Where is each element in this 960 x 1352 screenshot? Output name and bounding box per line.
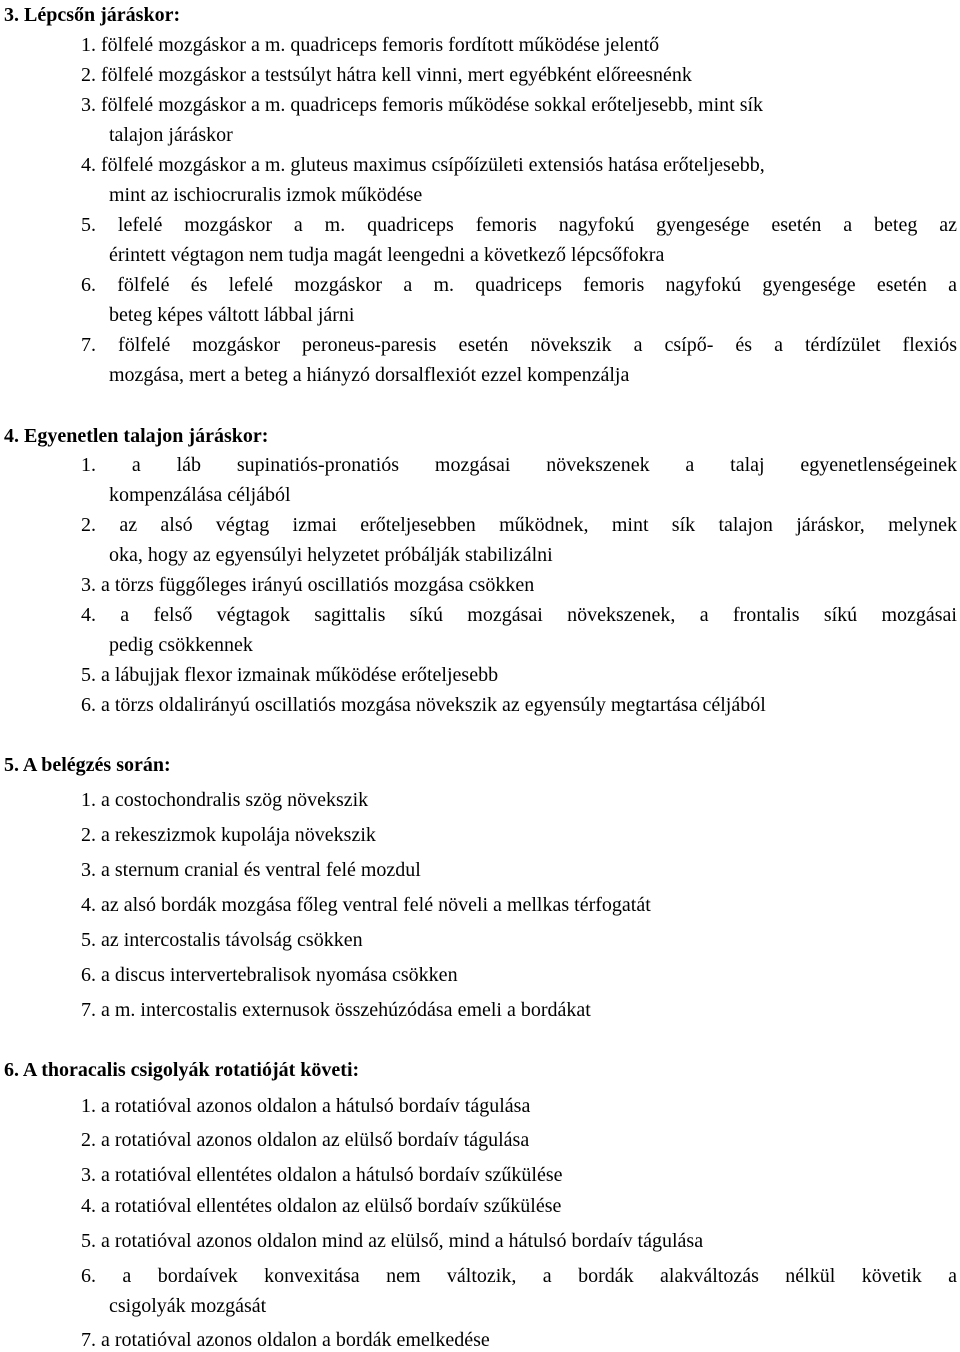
list-item: 4. a felső végtagok sagittalis síkú mozgásai növekszenek, a frontalis síkú mozgásai xyxy=(81,604,957,626)
list-item: 4. fölfelé mozgáskor a m. gluteus maximus csípőízületi extensiós hatása erőteljesebb, xyxy=(81,154,765,176)
list-item: 1. a costochondralis szög növekszik xyxy=(81,789,369,811)
list-item: 6. fölfelé és lefelé mozgáskor a m. quadriceps femoris nagyfokú gyengesége esetén a xyxy=(81,274,957,296)
list-item: 2. az alsó végtag izmai erőteljesebben működnek, mint sík talajon járáskor, melynek xyxy=(81,514,957,536)
section-heading: 6. A thoracalis csigolyák rotatióját követi: xyxy=(4,1059,360,1081)
list-item: 6. a discus intervertebralisok nyomása csökken xyxy=(81,964,458,986)
section-heading: 5. A belégzés során: xyxy=(4,754,171,776)
list-item-continuation: mozgása, mert a beteg a hiányzó dorsalflexiót ezzel kompenzálja xyxy=(109,364,630,386)
list-item: 5. a lábujjak flexor izmainak működése erőteljesebb xyxy=(81,664,499,686)
list-item: 1. a láb supinatiós-pronatiós mozgásai növekszenek a talaj egyenetlenségeinek xyxy=(81,454,957,476)
list-item: 2. fölfelé mozgáskor a testsúlyt hátra kell vinni, mert egyébként előreesnénk xyxy=(81,64,692,86)
list-item-continuation: oka, hogy az egyensúlyi helyzetet próbálják stabilizálni xyxy=(109,544,553,566)
list-item: 6. a törzs oldalirányú oscillatiós mozgása növekszik az egyensúly megtartása céljából xyxy=(81,694,766,716)
list-item: 7. a rotatióval azonos oldalon a bordák emelkedése xyxy=(81,1329,490,1351)
list-item: 4. az alsó bordák mozgása főleg ventral felé növeli a mellkas térfogatát xyxy=(81,894,651,916)
list-item-continuation: mint az ischiocruralis izmok működése xyxy=(109,184,423,206)
list-item: 7. fölfelé mozgáskor peroneus-paresis esetén növekszik a csípő- és a térdízület flexiós xyxy=(81,334,957,356)
list-item-continuation: beteg képes váltott lábbal járni xyxy=(109,304,355,326)
list-item-continuation: érintett végtagon nem tudja magát leengedni a következő lépcsőfokra xyxy=(109,244,665,266)
list-item: 3. a törzs függőleges irányú oscillatiós mozgása csökken xyxy=(81,574,535,596)
list-item-continuation: csigolyák mozgását xyxy=(109,1295,267,1317)
list-item: 5. lefelé mozgáskor a m. quadriceps femoris nagyfokú gyengesége esetén a beteg az xyxy=(81,214,957,236)
list-item: 4. a rotatióval ellentétes oldalon az elülső bordaív szűkülése xyxy=(81,1195,562,1217)
list-item: 1. fölfelé mozgáskor a m. quadriceps femoris fordított működése jelentő xyxy=(81,34,660,56)
list-item: 5. az intercostalis távolság csökken xyxy=(81,929,363,951)
list-item: 3. a rotatióval ellentétes oldalon a hátulsó bordaív szűkülése xyxy=(81,1164,563,1186)
list-item: 3. fölfelé mozgáskor a m. quadriceps femoris működése sokkal erőteljesebb, mint sík xyxy=(81,94,764,116)
list-item: 3. a sternum cranial és ventral felé mozdul xyxy=(81,859,421,881)
list-item-continuation: talajon járáskor xyxy=(109,124,233,146)
section-heading: 4. Egyenetlen talajon járáskor: xyxy=(4,425,269,447)
section-heading: 3. Lépcsőn járáskor: xyxy=(4,4,181,26)
list-item: 1. a rotatióval azonos oldalon a hátulsó bordaív tágulása xyxy=(81,1095,531,1117)
list-item: 6. a bordaívek konvexitása nem változik, a bordák alakváltozás nélkül követik a xyxy=(81,1265,957,1287)
list-item-continuation: pedig csökkennek xyxy=(109,634,253,656)
list-item-continuation: kompenzálása céljából xyxy=(109,484,291,506)
list-item: 2. a rotatióval azonos oldalon az elülső bordaív tágulása xyxy=(81,1129,530,1151)
list-item: 5. a rotatióval azonos oldalon mind az elülső, mind a hátulsó bordaív tágulása xyxy=(81,1230,704,1252)
list-item: 7. a m. intercostalis externusok összehúzódása emeli a bordákat xyxy=(81,999,591,1021)
list-item: 2. a rekeszizmok kupolája növekszik xyxy=(81,824,376,846)
